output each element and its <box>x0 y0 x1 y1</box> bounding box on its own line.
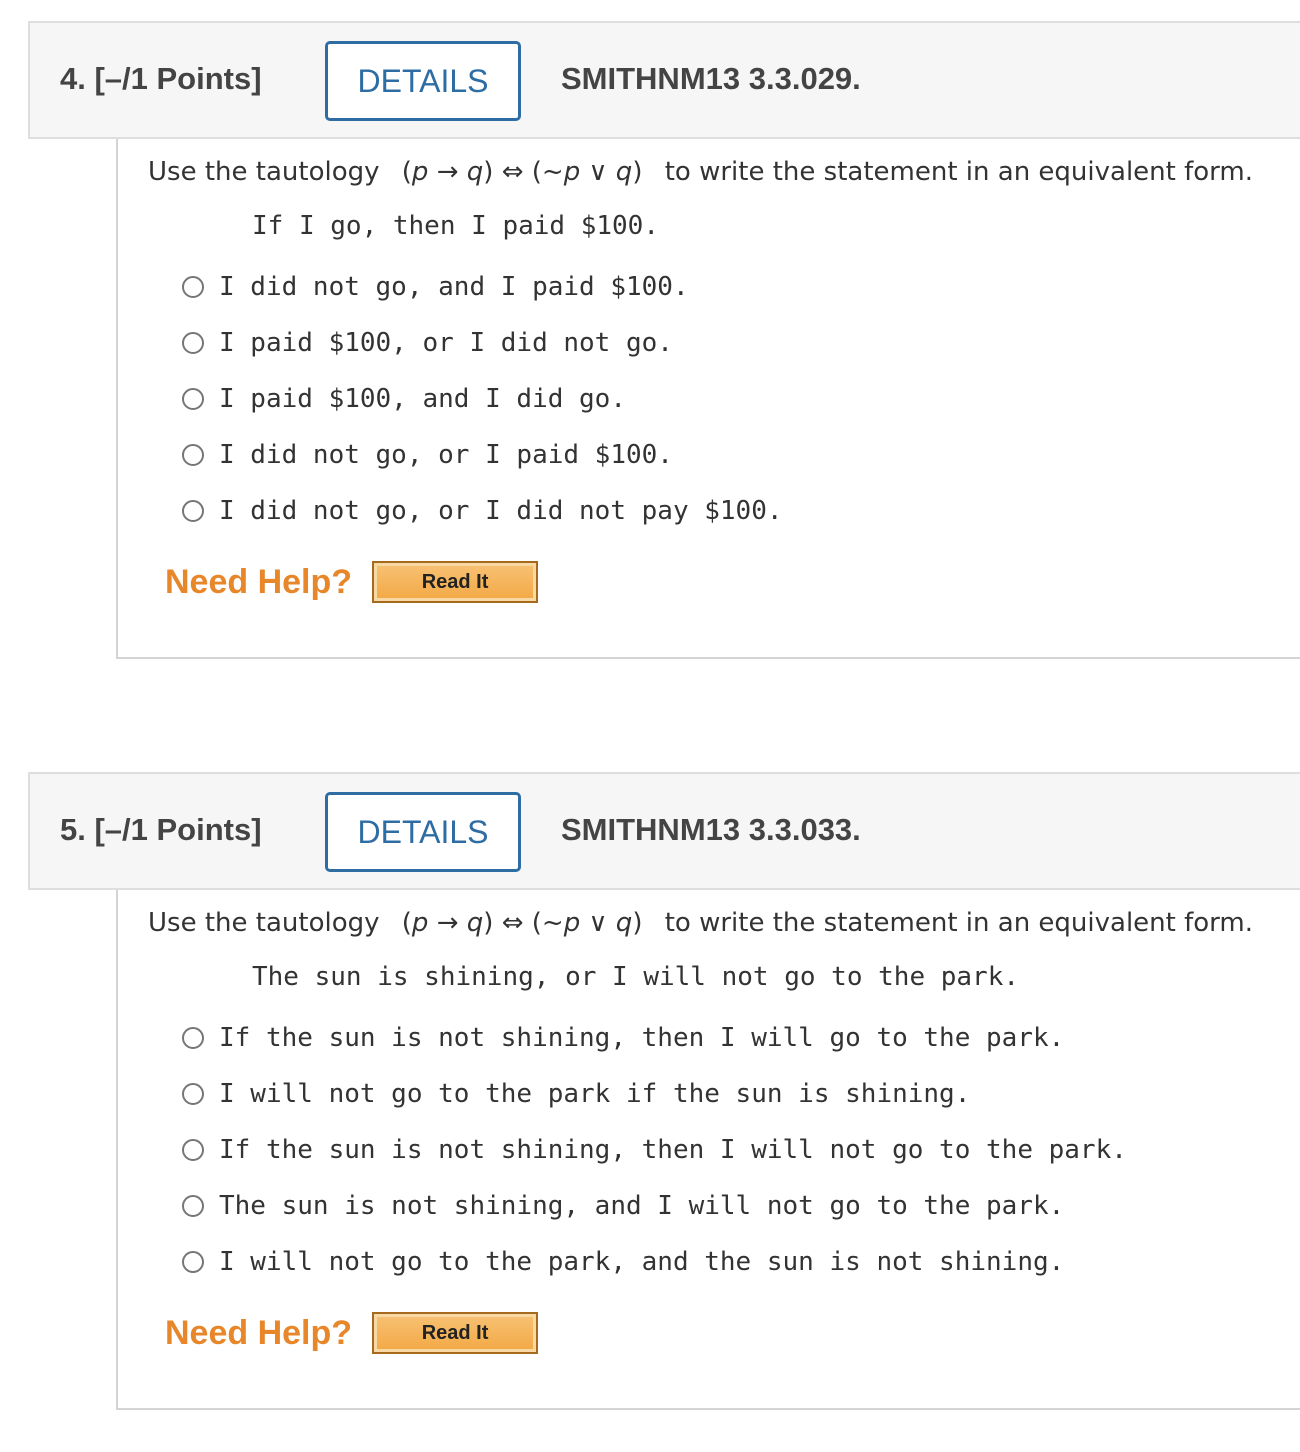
answer-option[interactable] <box>182 371 783 427</box>
radio-button[interactable] <box>182 388 204 410</box>
read-it-button[interactable]: Read It <box>372 1312 538 1354</box>
option-text: If the sun is not shining, then I will not go to the park. <box>219 1135 1127 1165</box>
details-button[interactable]: DETAILS <box>325 792 521 872</box>
question-code: SMITHNM13 3.3.033. <box>561 812 861 847</box>
tautology-formula: (p → q) ⇔ (~p ∨ q) <box>401 908 643 938</box>
option-text: I will not go to the park, and the sun is not shining. <box>219 1247 1065 1277</box>
need-help-row <box>165 561 538 603</box>
radio-button[interactable] <box>182 444 204 466</box>
answer-option[interactable] <box>182 483 783 539</box>
prompt-text-after: to write the statement in an equivalent form. <box>664 157 1253 187</box>
radio-button[interactable] <box>182 332 204 354</box>
answer-option[interactable] <box>182 259 783 315</box>
option-text: I will not go to the park if the sun is shining. <box>219 1079 971 1109</box>
answer-option[interactable] <box>182 1122 1127 1178</box>
need-help-label: Need Help? <box>165 1313 353 1352</box>
question-prompt <box>148 908 1253 938</box>
answer-option[interactable] <box>182 1066 1127 1122</box>
question-code: SMITHNM13 3.3.029. <box>561 61 861 96</box>
given-statement: If I go, then I paid $100. <box>252 211 659 241</box>
radio-button[interactable] <box>182 1083 204 1105</box>
option-text: I did not go, or I did not pay $100. <box>219 496 783 526</box>
option-text: The sun is not shining, and I will not go to the park. <box>219 1191 1065 1221</box>
question-prompt <box>148 157 1253 187</box>
answer-option[interactable] <box>182 315 783 371</box>
answer-options <box>182 1010 1127 1290</box>
read-it-button[interactable]: Read It <box>372 561 538 603</box>
question-header <box>28 21 1300 139</box>
radio-button[interactable] <box>182 1195 204 1217</box>
question-points-label: 5. [–/1 Points] <box>60 812 262 847</box>
prompt-text-before: Use the tautology <box>148 908 380 938</box>
option-text: I paid $100, and I did go. <box>219 384 626 414</box>
question-points-label: 4. [–/1 Points] <box>60 61 262 96</box>
details-button[interactable]: DETAILS <box>325 41 521 121</box>
option-text: I did not go, and I paid $100. <box>219 272 689 302</box>
prompt-text-before: Use the tautology <box>148 157 380 187</box>
tautology-formula: (p → q) ⇔ (~p ∨ q) <box>401 157 643 187</box>
given-statement: The sun is shining, or I will not go to the park. <box>252 962 1020 992</box>
need-help-row <box>165 1312 538 1354</box>
answer-option[interactable] <box>182 1178 1127 1234</box>
need-help-label: Need Help? <box>165 562 353 601</box>
option-text: I did not go, or I paid $100. <box>219 440 673 470</box>
question-header <box>28 772 1300 890</box>
option-text: If the sun is not shining, then I will go to the park. <box>219 1023 1065 1053</box>
answer-option[interactable] <box>182 427 783 483</box>
option-text: I paid $100, or I did not go. <box>219 328 673 358</box>
question-body <box>116 890 1300 1410</box>
answer-options <box>182 259 783 539</box>
radio-button[interactable] <box>182 1027 204 1049</box>
radio-button[interactable] <box>182 1251 204 1273</box>
radio-button[interactable] <box>182 500 204 522</box>
prompt-text-after: to write the statement in an equivalent form. <box>664 908 1253 938</box>
answer-option[interactable] <box>182 1234 1127 1290</box>
radio-button[interactable] <box>182 276 204 298</box>
radio-button[interactable] <box>182 1139 204 1161</box>
question-body <box>116 139 1300 659</box>
answer-option[interactable] <box>182 1010 1127 1066</box>
